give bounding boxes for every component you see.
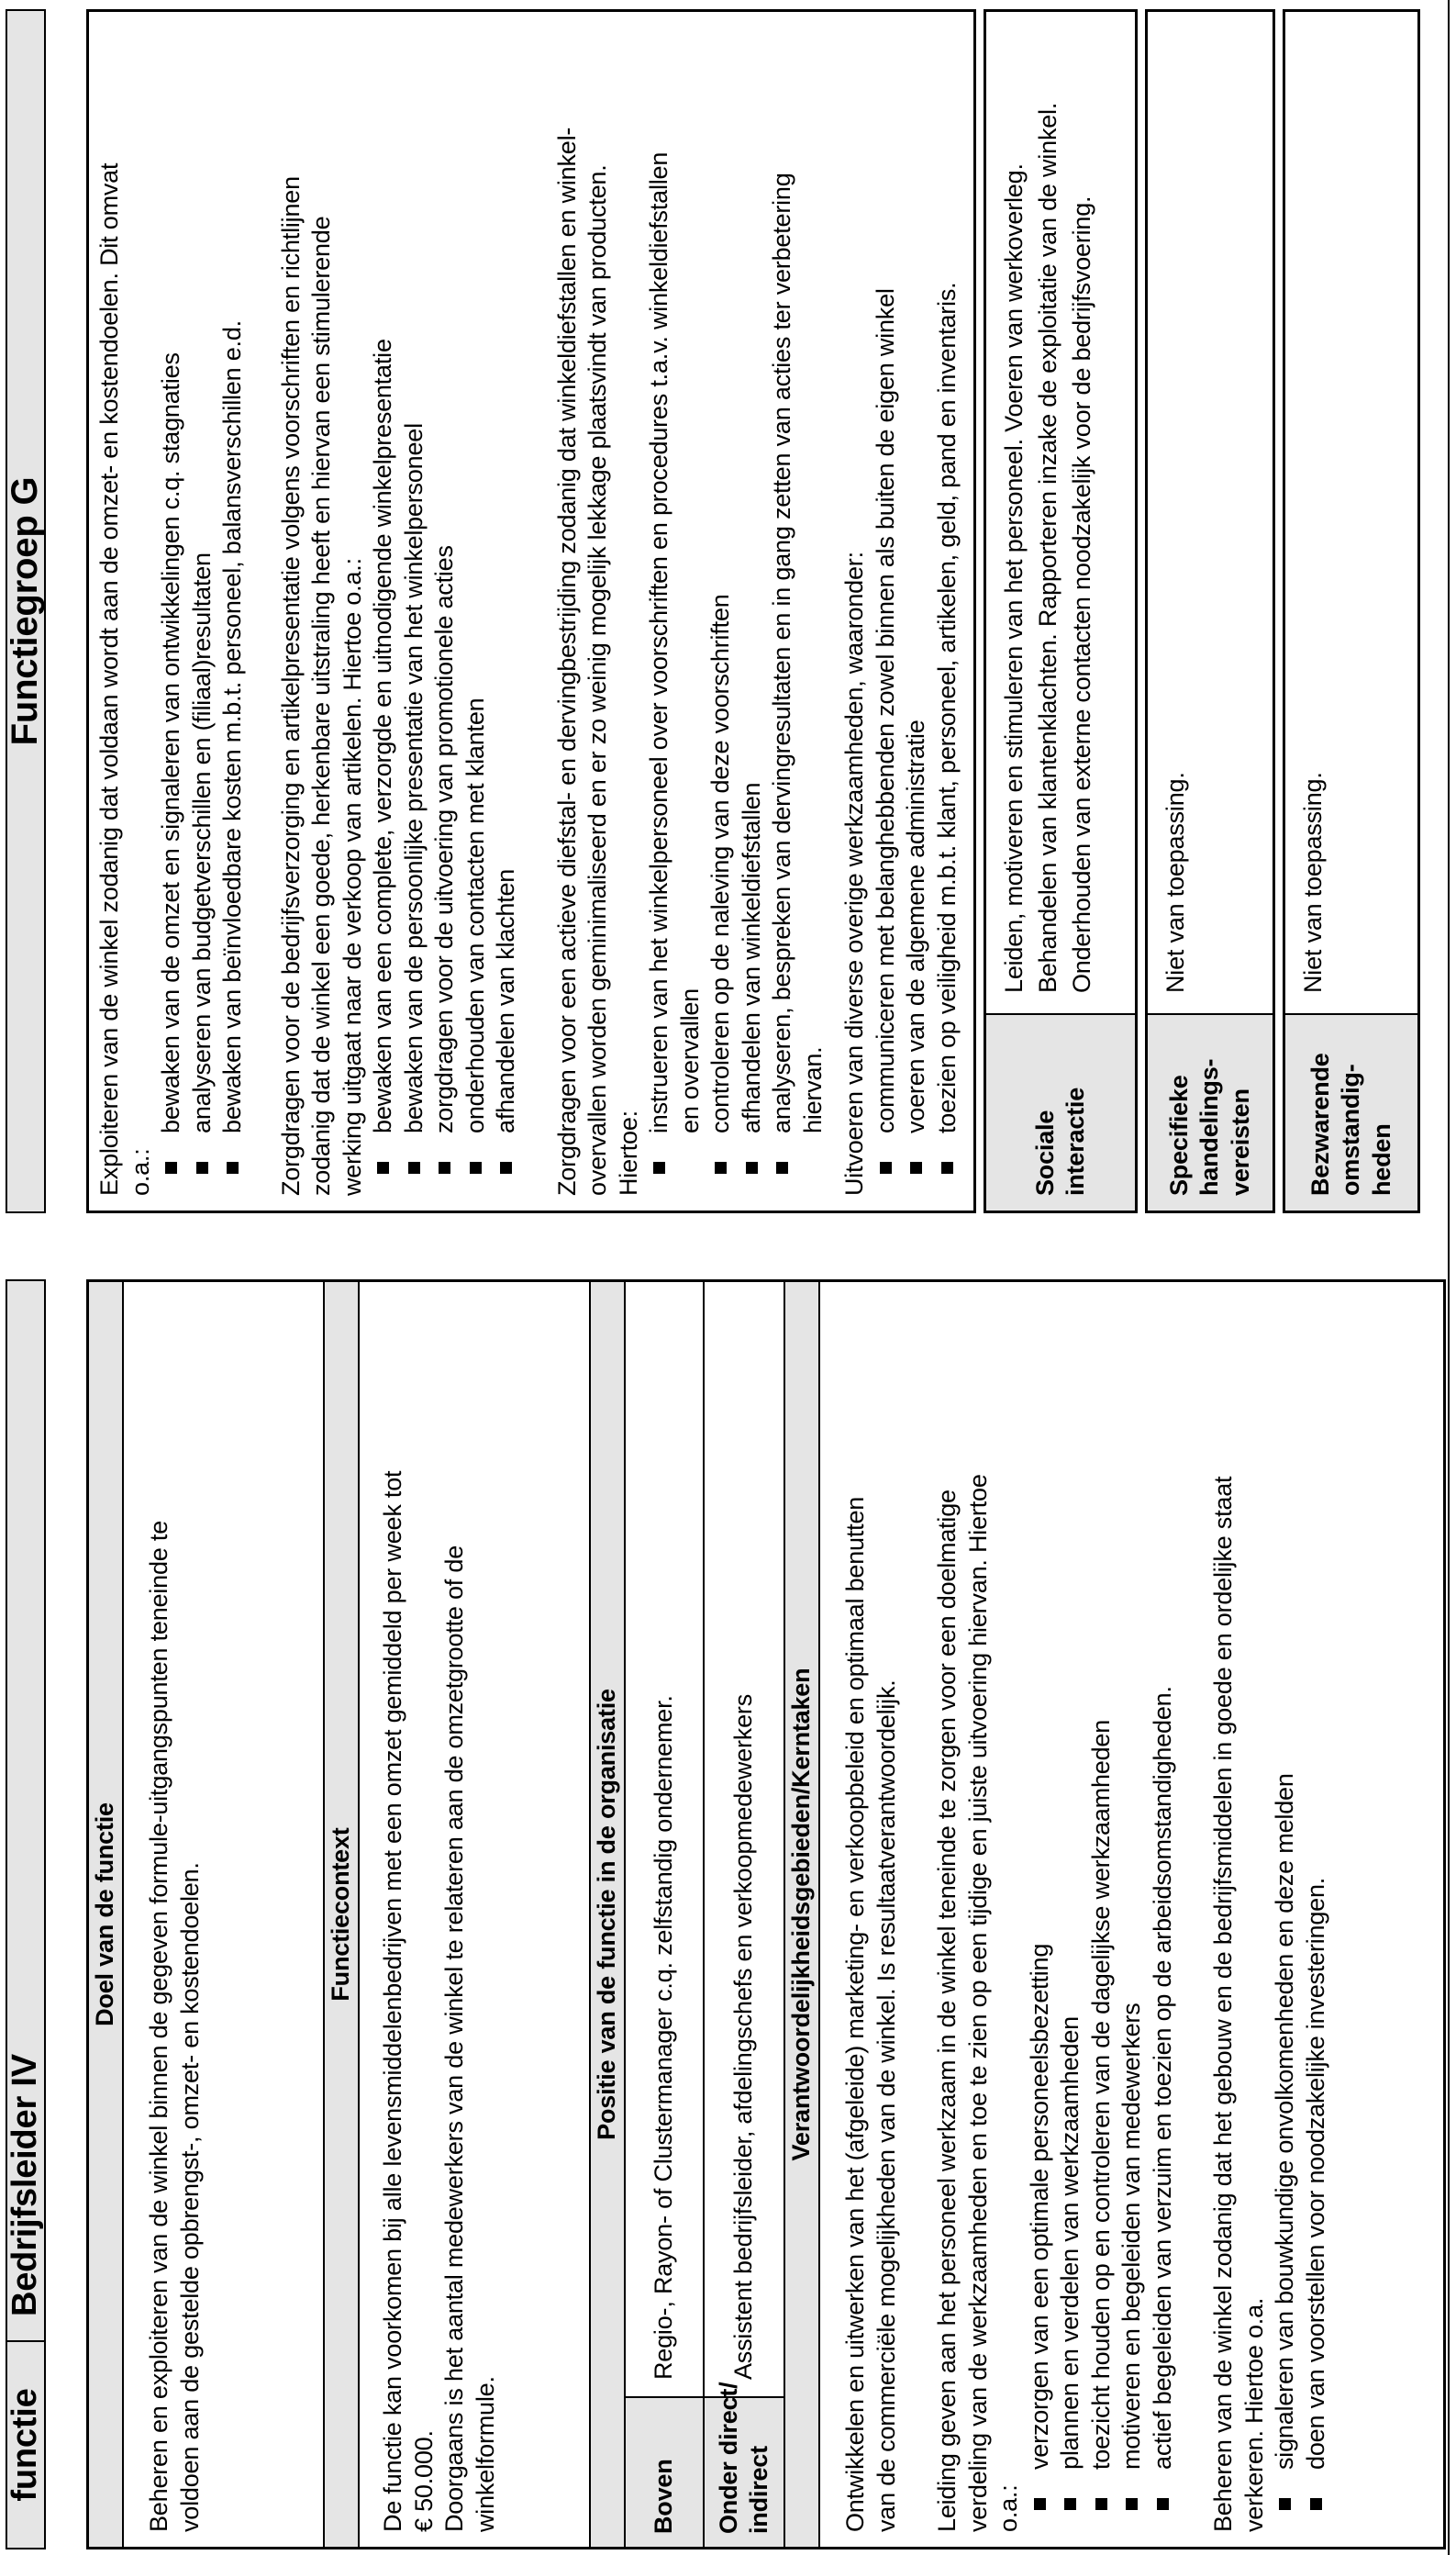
bullet-item: analyseren van budgetverschillen en (filiaal)resultaten — [187, 12, 218, 1211]
kerntaken-bullet-list-2 — [1270, 1282, 1331, 2547]
attribute-label-line: vereisten — [1226, 1088, 1254, 1196]
row-label — [705, 2382, 784, 2547]
attribute-label-line: heden — [1367, 1123, 1395, 1196]
text-line: o.a.: — [126, 1148, 154, 1196]
bullet-item: voeren van de algemene administratie — [901, 12, 932, 1211]
bullet-item: actief begeleiden van verzuim en toezien op de arbeidsomstandigheden. — [1148, 1282, 1179, 2547]
attribute-label-line: Specifieke — [1164, 1075, 1193, 1196]
bullet-item: analyseren, bespreken van dervingresultaten en in gang zetten van acties ter verbetering — [767, 12, 798, 1211]
function-group-title: Functiegroep G — [5, 476, 46, 746]
attribute-value — [1285, 12, 1417, 1013]
exploiteren-bullet-list — [156, 12, 249, 1211]
attribute-row-bezwarende-omstandigheden — [1283, 9, 1420, 1213]
page-edge-line — [1448, 0, 1450, 2555]
section-title-doel: Doel van de functie — [89, 1282, 124, 2547]
kerntaken-paragraph-3 — [1208, 1282, 1270, 2547]
section-title-positie: Positie van de functie in de organisatie — [589, 1282, 626, 2547]
kerntaken-paragraph-2 — [932, 1282, 1025, 2547]
row-label-line: Onder direct/ — [714, 2382, 742, 2534]
text-line: Leiden, motiveren en stimuleren van het personeel. Voeren van werkoverleg. — [1000, 163, 1028, 993]
text-line: verdeling van de werkzaamheden en toe te zien op een tijdige en juiste uitvoering hiervan. Hiertoe — [963, 1474, 992, 2532]
attribute-label — [1285, 1013, 1417, 1211]
text-line: Beheren van de winkel zodanig dat het gebouw en de bedrijfsmiddelen in goede en ordelijke staat — [1209, 1476, 1237, 2532]
attribute-row-sociale-interactie — [984, 9, 1138, 1213]
exploiteren-paragraph — [94, 12, 156, 1211]
bedrijfsverzorging-bullet-list — [368, 12, 522, 1211]
text-line: Doorgaans is het aantal medewerkers van de winkel te relateren aan de omzetgrootte of de — [440, 1545, 468, 2532]
text-line: Uitvoeren van diverse overige werkzaamheden, waaronder: — [840, 552, 868, 1196]
attribute-row-specifieke-handelingsvereisten — [1145, 9, 1275, 1213]
text-line: zodanig dat de winkel een goede, herkenbare uitstraling heeft en hiervan een stimulerende — [307, 216, 335, 1196]
diefstal-paragraph — [552, 12, 645, 1211]
bullet-item: communiceren met belanghebbenden zowel binnen als buiten de eigen winkel — [871, 12, 902, 1211]
bullet-item: afhandelen van klachten — [491, 12, 522, 1211]
text-line: Niet van toepassing. — [1161, 772, 1189, 993]
text-line: Onderhouden van externe contacten noodzakelijk voor de bedrijfsvoering. — [1068, 195, 1095, 993]
attribute-value — [986, 12, 1135, 1013]
text-line: Niet van toepassing. — [1299, 772, 1327, 993]
right-page-box — [86, 9, 976, 1213]
bullet-item: controleren op de naleving van deze voorschriften — [706, 12, 737, 1211]
bullet-item: instrueren van het winkelpersoneel over voorschriften en procedures t.a.v. winkeldiefstallen — [644, 12, 675, 1211]
left-page-box — [86, 1279, 1446, 2549]
kerntaken-bullet-list-1 — [1025, 1282, 1179, 2547]
bedrijfsverzorging-paragraph — [276, 12, 369, 1211]
row-label-line: indirect — [745, 2446, 772, 2534]
text-line: overvallen worden geminimaliseerd en er zo weinig mogelijk lekkage plaatsvindt van producten. — [584, 164, 611, 1196]
bullet-item: verzorgen van een optimale personeelsbezetting — [1025, 1282, 1056, 2547]
bullet-item: afhandelen van winkeldiefstallen — [737, 12, 768, 1211]
bullet-item: bewaken van een complete, verzorgde en uitnodigende winkelpresentatie — [368, 12, 399, 1211]
attribute-label-line: omstandig- — [1337, 1064, 1365, 1196]
attribute-label — [986, 1013, 1135, 1211]
text-line: De functie kan voorkomen bij alle levensmiddelenbedrijven met een omzet gemiddeld per week tot — [379, 1470, 406, 2532]
text-line: Leiding geven aan het personeel werkzaam in de winkel teneinde te zorgen voor een doelmatige — [933, 1489, 961, 2532]
text-line: € 50.000. — [409, 2430, 438, 2532]
bullet-item: plannen en verdelen van werkzaamheden — [1055, 1282, 1086, 2547]
attribute-label-line: Sociale — [1030, 1110, 1059, 1196]
doel-paragraph — [144, 1282, 206, 2547]
header-bar-right — [6, 9, 46, 1213]
overige-bullet-list — [871, 12, 963, 1211]
bullet-item: motiveren en begeleiden van medewerkers — [1117, 1282, 1148, 2547]
diefstal-bullet-list — [644, 12, 828, 1211]
bullet-item: bewaken van de persoonlijke presentatie van het winkelpersoneel — [399, 12, 430, 1211]
text-line: o.a.: — [995, 2484, 1022, 2532]
functiecontext-paragraph — [378, 1282, 501, 2547]
row-value: Assistent bedrijfsleider, afdelingschefs en verkoopmedewerkers — [729, 1694, 758, 2380]
bullet-item-continuation: hiervan. — [798, 1046, 827, 1133]
text-line: Beheren en exploiteren van de winkel binnen de gegeven formule-uitgangspunten teneinde te — [145, 1520, 172, 2532]
section-title-kerntaken: Verantwoordelijkheidsgebieden/Kerntaken — [785, 1282, 820, 2547]
bullet-item: toezien op veiligheid m.b.t. klant, personeel, artikelen, geld, pand en inventaris. — [932, 12, 963, 1211]
attribute-label-line: interactie — [1061, 1087, 1089, 1196]
bullet-item: bewaken van beïnvloedbare kosten m.b.t. personeel, balansverschillen e.d. — [217, 12, 249, 1211]
text-line: Hiertoe: — [614, 1110, 642, 1196]
bullet-item: onderhouden van contacten met klanten — [461, 12, 492, 1211]
attribute-label — [1148, 1013, 1273, 1211]
functie-label-cell: functie — [7, 2340, 44, 2548]
text-line: Zorgdragen voor de bedrijfsverzorging en artikelpresentatie volgens voorschriften en richtlijnen — [276, 176, 305, 1196]
bullet-item: zorgdragen voor de uitvoering van promotionele acties — [429, 12, 461, 1211]
text-line: voldoen aan de gestelde opbrengst-, omzet- en kostendoelen. — [175, 1862, 204, 2532]
overige-paragraph — [839, 12, 871, 1211]
text-line: Behandelen van klantenklachten. Rapporteren inzake de exploitatie van de winkel. — [1034, 102, 1061, 993]
text-line: Zorgdragen voor een actieve diefstal- en dervingbestrijding zodanig dat winkeldiefstallen en winkel- — [552, 127, 581, 1196]
kerntaken-paragraph-1 — [840, 1282, 902, 2547]
row-label — [626, 2396, 703, 2547]
text-line: verkeren. Hiertoe o.a. — [1239, 2297, 1268, 2532]
row-label-line: Boven — [650, 2459, 678, 2534]
attribute-label-line: Bezwarende — [1306, 1053, 1334, 1196]
bullet-item: toezicht houden op en controleren van de dagelijkse werkzaamheden — [1086, 1282, 1117, 2547]
text-line: Ontwikkelen en uitwerken van het (afgeleide) marketing- en verkoopbeleid en optimaal benutten — [841, 1496, 869, 2532]
positie-row-boven — [626, 1282, 705, 2547]
text-line: Exploiteren van de winkel zodanig dat voldaan wordt aan de omzet- en kostendoelen. Dit omvat — [95, 162, 123, 1196]
positie-row-onder — [705, 1282, 785, 2547]
bullet-item: doen van voorstellen voor noodzakelijke investeringen. — [1301, 1282, 1332, 2547]
bullet-item: bewaken van de omzet en signaleren van ontwikkelingen c.q. stagnaties — [156, 12, 187, 1211]
attribute-label-line: handelings- — [1195, 1058, 1224, 1196]
function-title-cell: Bedrijfsleider IV — [6, 2054, 45, 2316]
bullet-item: signaleren van bouwkundige onvolkomenheden en deze melden — [1270, 1282, 1301, 2547]
bullet-item-continuation: en overvallen — [675, 987, 704, 1133]
row-value: Regio-, Rayon- of Clustermanager c.q. zelfstandig ondernemer. — [650, 1695, 678, 2380]
text-line: werking uitgaat naar de verkoop van artikelen. Hiertoe o.a.: — [338, 558, 366, 1196]
section-title-functiecontext: Functiecontext — [323, 1282, 360, 2547]
header-bar-left — [6, 1279, 46, 2549]
text-line: van de commerciële mogelijkheden van de winkel. Is resultaatverantwoordelijk. — [872, 1679, 900, 2532]
text-line: winkelformule. — [471, 2376, 499, 2532]
attribute-value — [1148, 12, 1273, 1013]
